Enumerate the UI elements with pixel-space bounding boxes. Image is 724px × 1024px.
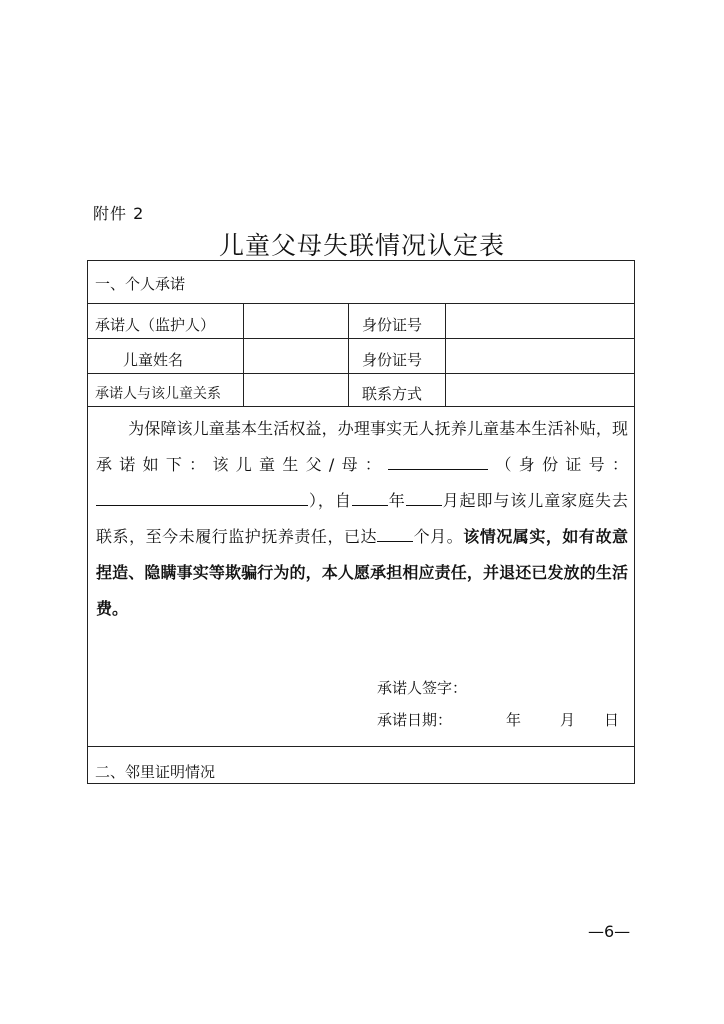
- table-rule: [88, 373, 634, 374]
- months-count-blank[interactable]: [377, 523, 413, 542]
- date-label: 承诺日期：: [377, 711, 453, 729]
- year-blank[interactable]: [352, 487, 388, 506]
- commitment-statement: [96, 411, 628, 627]
- guardian-id-field[interactable]: [448, 305, 632, 337]
- table-rule: [88, 406, 634, 407]
- parent-name-blank[interactable]: [388, 451, 488, 470]
- page-number: —6—: [588, 922, 631, 941]
- relationship-field[interactable]: [246, 375, 346, 405]
- statement-text: 个月。: [413, 527, 464, 546]
- contact-label: 联系方式: [362, 385, 423, 403]
- statement-text: 为保障该儿童基本生活权益，办理事实无人抚养儿童基本生活补贴，现承诺如下：该儿童生父/母：: [96, 419, 628, 474]
- contact-field[interactable]: [448, 375, 632, 405]
- form-title: 儿童父母失联情况认定表: [218, 231, 505, 260]
- month-blank[interactable]: [406, 487, 442, 506]
- guardian-id-label: 身份证号: [362, 316, 423, 334]
- section-heading: 二、邻里证明情况: [95, 763, 216, 781]
- table-rule: [88, 746, 634, 747]
- statement-text: 年: [387, 491, 406, 510]
- month-label: 月: [560, 711, 576, 729]
- table-column-rule: [243, 303, 244, 406]
- table-rule: [88, 338, 634, 339]
- statement-bold-text: 该情况属实，如有故意捏造、隐瞒事实等欺骗行为的，本人愿承担相应责任，并退还已发放的生活费。: [96, 527, 628, 618]
- signature-field[interactable]: [476, 671, 626, 695]
- year-label: 年: [506, 711, 522, 729]
- attachment-label: 附件 2: [93, 204, 145, 223]
- child-id-label: 身份证号: [362, 351, 423, 369]
- guardian-name-field[interactable]: [246, 305, 346, 337]
- table-rule: [88, 303, 634, 304]
- child-name-label: 儿童姓名: [123, 351, 184, 369]
- child-id-field[interactable]: [448, 340, 632, 372]
- guardian-label: 承诺人（监护人）: [95, 316, 216, 334]
- form-table: [87, 260, 635, 784]
- statement-text: 月起即与该儿童家庭失去联系，至今未履行监护抚养责任，已达: [96, 491, 628, 546]
- relationship-label: 承诺人与该儿童关系: [95, 386, 221, 402]
- table-column-rule: [445, 303, 446, 406]
- parent-id-blank[interactable]: [96, 487, 308, 506]
- signature-label: 承诺人签字：: [377, 679, 468, 697]
- child-name-field[interactable]: [246, 340, 346, 372]
- day-label: 日: [604, 711, 620, 729]
- section-heading: 一、个人承诺: [95, 275, 186, 293]
- statement-text: （身份证号：: [488, 455, 628, 474]
- table-column-rule: [348, 303, 349, 406]
- statement-text: ），自: [308, 491, 352, 510]
